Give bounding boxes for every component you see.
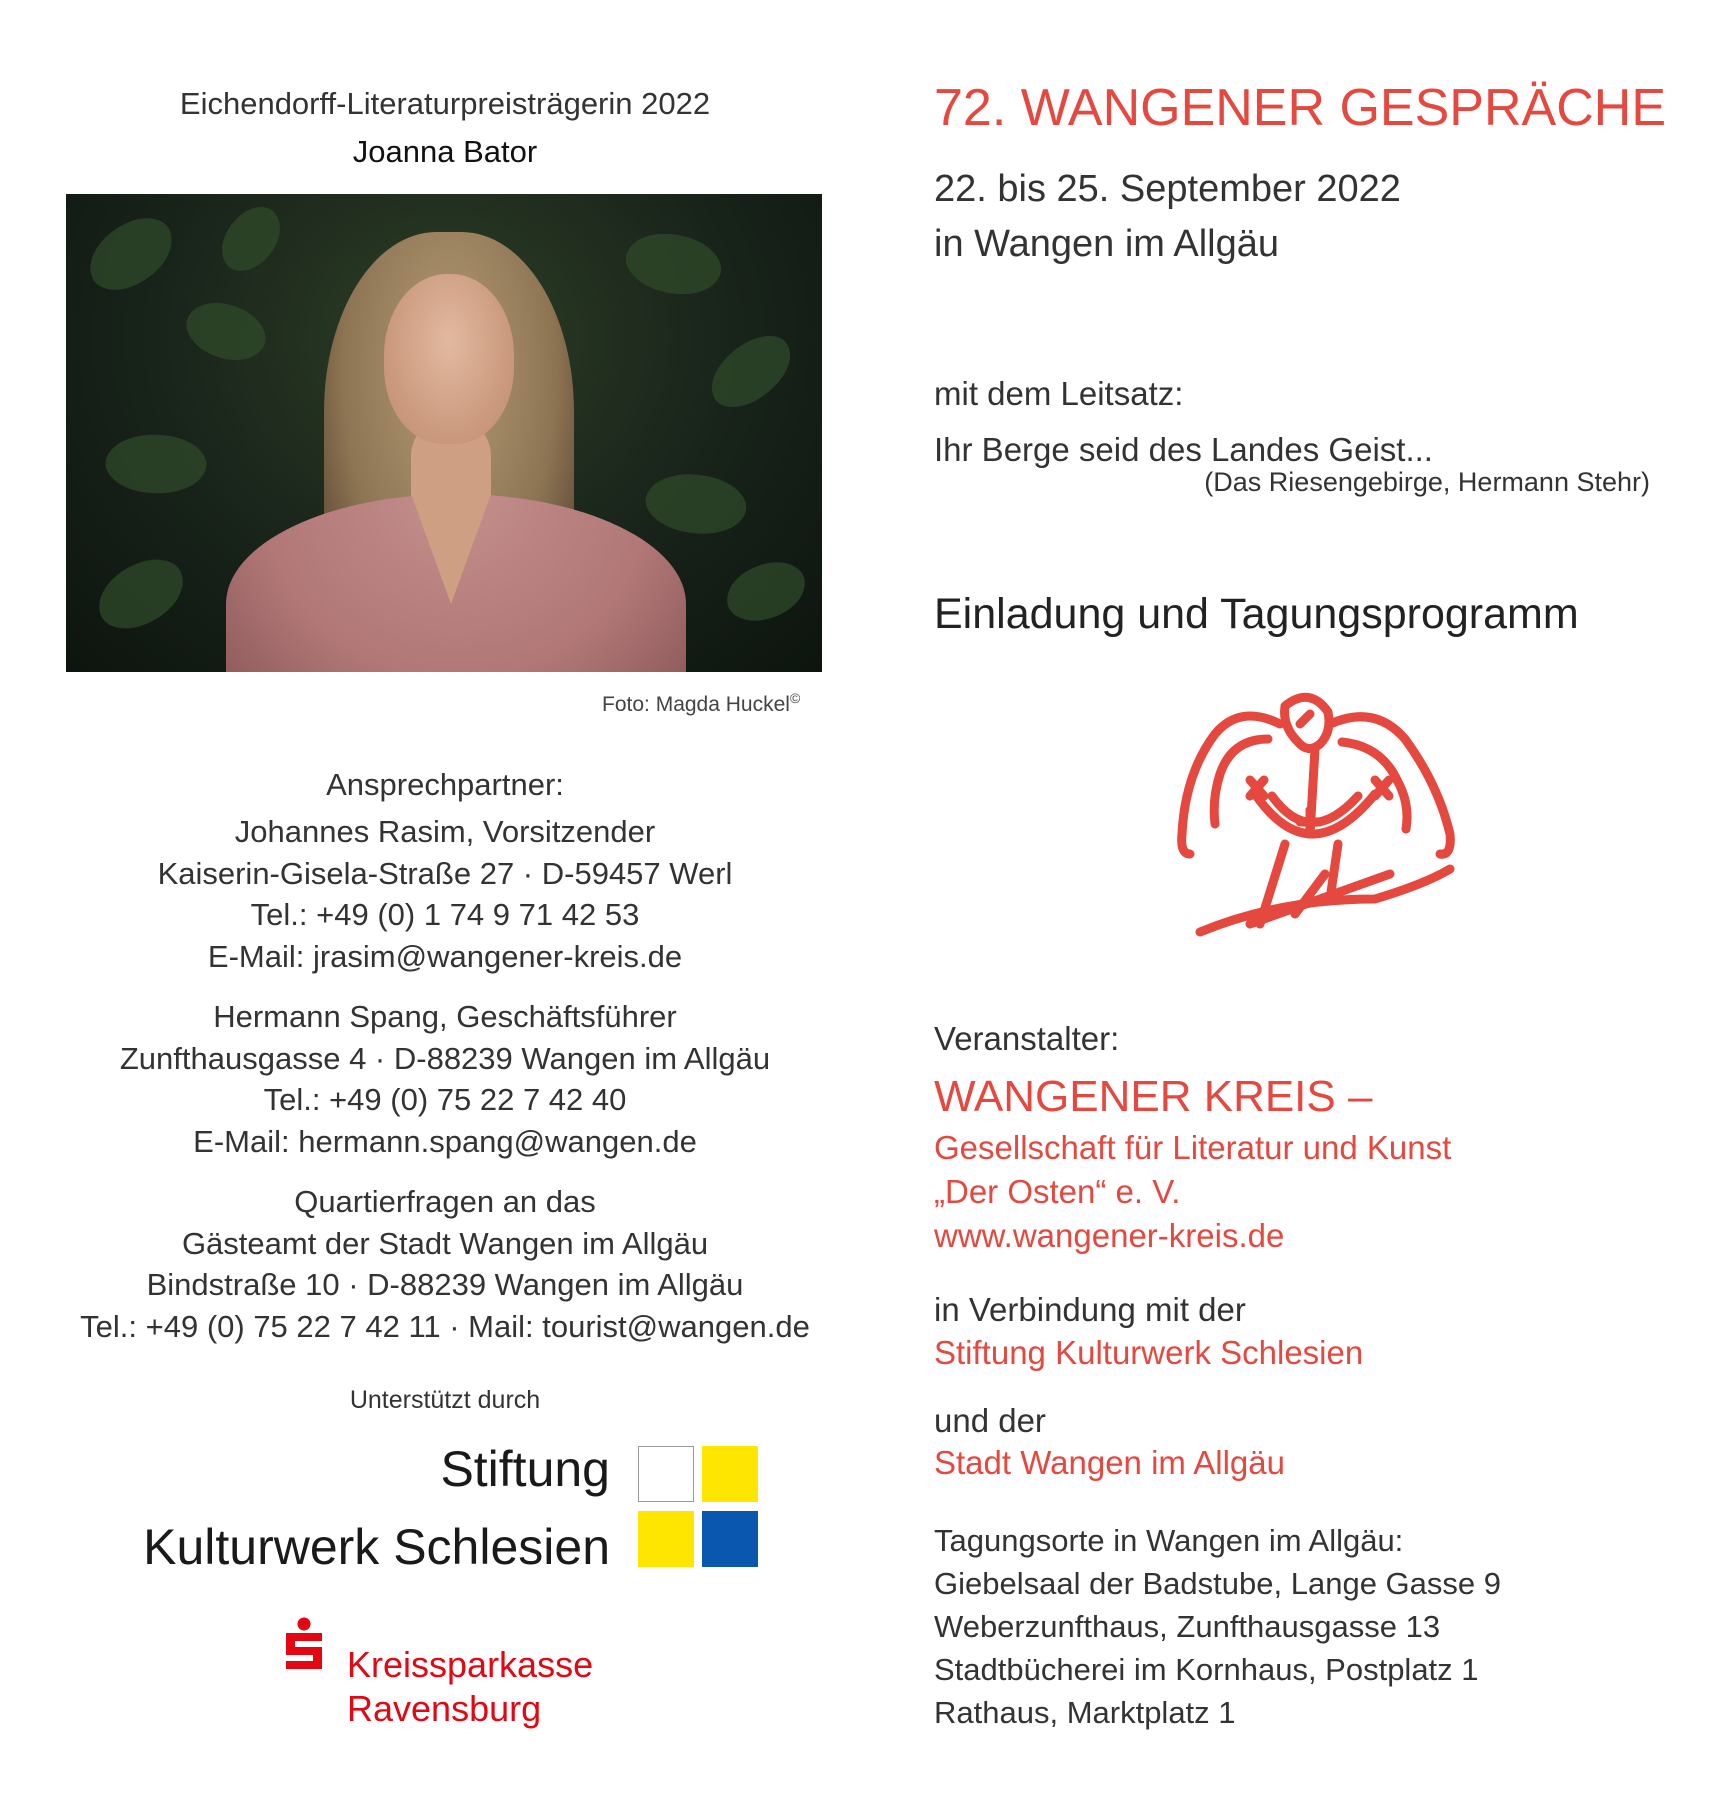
organizer-line3: „Der Osten“ e. V. (934, 1173, 1181, 1210)
venue-item: Giebelsaal der Badstube, Lange Gasse 9 (934, 1566, 1501, 1601)
contact2-tel: Tel.: +49 (0) 75 22 7 42 40 (263, 1082, 627, 1117)
contact2-name: Hermann Spang, Geschäftsführer (213, 999, 677, 1034)
contact1-address: Kaiserin-Gisela-Straße 27 · D-59457 Werl (157, 856, 733, 891)
partner1-intro: in Verbindung mit der (934, 1291, 1246, 1328)
sponsor2-line2: Ravensburg (347, 1688, 542, 1729)
program-subtitle: Einladung und Tagungsprogramm (934, 590, 1579, 638)
contact1-email: E-Mail: jrasim@wangener-kreis.de (207, 939, 683, 974)
event-title: 72. WANGENER GESPRÄCHE (934, 79, 1667, 137)
event-dates: 22. bis 25. September 2022 (934, 168, 1401, 210)
motto-text: Ihr Berge seid des Landes Geist... (934, 431, 1433, 468)
organizer-url[interactable]: www.wangener-kreis.de (934, 1217, 1285, 1254)
contact2-email: E-Mail: hermann.spang@wangen.de (193, 1124, 697, 1159)
contacts-heading: Ansprechpartner: (326, 767, 564, 802)
venues-label: Tagungsorte in Wangen im Allgäu: (934, 1523, 1404, 1558)
motto-source: (Das Riesengebirge, Hermann Stehr) (1204, 467, 1650, 497)
eagle-emblem-icon (1160, 684, 1470, 954)
supported-by: Unterstützt durch (349, 1386, 541, 1414)
motto-intro: mit dem Leitsatz: (934, 375, 1184, 412)
event-location: in Wangen im Allgäu (934, 223, 1280, 265)
lodging-line1: Quartierfragen an das (294, 1184, 596, 1219)
partner2-name: Stadt Wangen im Allgäu (934, 1444, 1285, 1481)
partner2-intro: und der (934, 1402, 1046, 1439)
sponsor1-line1: Stiftung (440, 1441, 610, 1497)
lodging-line3: Bindstraße 10 · D-88239 Wangen im Allgäu (146, 1267, 744, 1302)
award-line: Eichendorff-Literaturpreisträgerin 2022 (179, 86, 711, 121)
lodging-line2: Gästeamt der Stadt Wangen im Allgäu (181, 1226, 709, 1261)
venue-item: Rathaus, Marktplatz 1 (934, 1695, 1236, 1730)
venue-item: Stadtbücherei im Kornhaus, Postplatz 1 (934, 1652, 1479, 1687)
sponsor1-line2: Kulturwerk Schlesien (143, 1519, 610, 1575)
contact1-tel: Tel.: +49 (0) 1 74 9 71 42 53 (250, 897, 640, 932)
organizer-name: WANGENER KREIS – (934, 1072, 1373, 1121)
organizer-line2: Gesellschaft für Literatur und Kunst (934, 1129, 1452, 1166)
photo-credit: Foto: Magda Huckel© (602, 690, 801, 716)
lodging-line4: Tel.: +49 (0) 75 22 7 42 11 · Mail: tourist@wangen.de (80, 1309, 810, 1344)
venue-item: Weberzunfthaus, Zunfthausgasse 13 (934, 1609, 1441, 1644)
organizer-label: Veranstalter: (934, 1020, 1120, 1057)
author-name: Joanna Bator (352, 134, 538, 169)
contact1-name: Johannes Rasim, Vorsitzender (234, 814, 656, 849)
partner1-name: Stiftung Kulturwerk Schlesien (934, 1334, 1364, 1371)
contact2-address: Zunfthausgasse 4 · D-88239 Wangen im Allgäu (119, 1041, 771, 1076)
sponsor2-line1: Kreissparkasse (347, 1644, 594, 1685)
